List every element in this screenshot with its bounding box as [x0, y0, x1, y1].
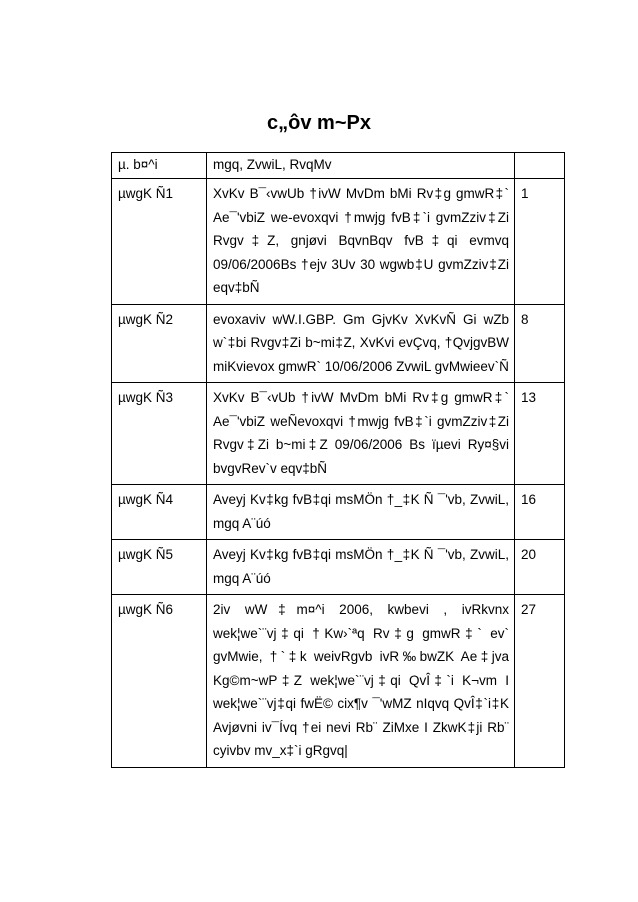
header-cell-page [515, 153, 565, 179]
row-text: XvKv B¯‹vwUb †ivW MvDm bMi Rv‡g gmwR‡` Ae¯'vbiZ we-evoxqvi †mwjg fvB‡`i gvmZziv‡Zi Rvgv‡Z, gnjøvi BqvnBqv fvB‡qi evmvq 09/06/2006Bs †ejv 3Uv 30 wgwb‡U gvmZziv‡Zi eqv‡bÑ [207, 179, 515, 305]
row-label: µwgK Ñ4 [112, 485, 207, 540]
row-label: µwgK Ñ3 [112, 383, 207, 485]
table-row [112, 595, 565, 768]
row-text: Aveyj Kv‡kg fvB‡qi msMÖn †_‡K Ñ ¯'vb, ZvwiL, mgq A¨úó [207, 540, 515, 595]
table-row [112, 540, 565, 595]
row-label: µwgK Ñ2 [112, 304, 207, 383]
contents-table [111, 152, 565, 768]
row-page: 1 [515, 179, 565, 305]
row-text: XvKv B¯‹vUb †ivW MvDm bMi Rv‡g gmwR‡` Ae¯'vbiZ weÑevoxqvi †mwjg fvB‡`i gvmZziv‡Zi Rvgv‡Zi b~mi‡Z 09/06/2006 Bs ïµevi Ry¤§vi bvgvRev`v eqv‡bÑ [207, 383, 515, 485]
table-header-row [112, 153, 565, 179]
row-label: µwgK Ñ6 [112, 595, 207, 768]
row-page: 13 [515, 383, 565, 485]
table-row [112, 485, 565, 540]
header-cell-serial: µ. b¤^i [112, 153, 207, 179]
header-cell-topic: mgq, ZvwiL, RvqMv [207, 153, 515, 179]
table-row [112, 179, 565, 305]
row-page: 16 [515, 485, 565, 540]
row-text: 2iv wW‡m¤^i 2006, kwbevi , ivRkvnx wek¦we`¨vj‡qi †Kw›`ªq Rv‡g gmwR‡` ev` gvMwie, †`‡k weivRgvb ivR‰bwZK Ae‡jva Kg©m~wP‡Z wek¦we`¨vj‡qi QvÎ‡`i K¬vm I wek¦we`¨vj‡qi fwË© cix¶v ¯'wMZ nIqvq QvÎ‡`i‡K Avjøvni iv¯Ívq †ei nevi Rb¨ ZiMxe I ZkwK‡ji Rb¨ cyivbv mv_x‡`i gRgvq| [207, 595, 515, 768]
row-label: µwgK Ñ1 [112, 179, 207, 305]
row-page: 20 [515, 540, 565, 595]
table-row [112, 304, 565, 383]
row-label: µwgK Ñ5 [112, 540, 207, 595]
row-page: 27 [515, 595, 565, 768]
row-text: evoxaviv wW.I.GBP. Gm GjvKv XvKvÑ Gi wZb w`‡bi Rvgv‡Zi b~mi‡Z, XvKvi evÇvq, †QvjgvBW miKvievox gmwR` 10/06/2006 ZvwiL gvMwieev`Ñ [207, 304, 515, 383]
table-row [112, 383, 565, 485]
row-page: 8 [515, 304, 565, 383]
page-title: c„ôv m~Px [267, 112, 371, 134]
row-text: Aveyj Kv‡kg fvB‡qi msMÖn †_‡K Ñ ¯'vb, ZvwiL, mgq A¨úó [207, 485, 515, 540]
